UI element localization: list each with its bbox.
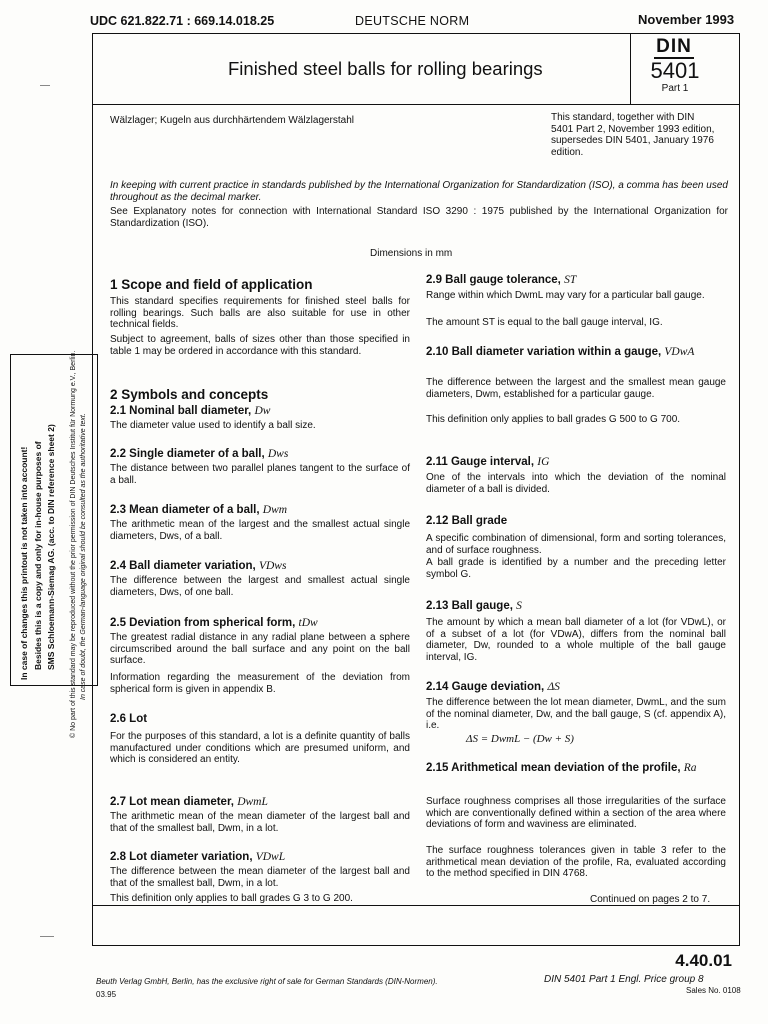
section-2-12-title: 2.12 Ball grade <box>426 515 508 527</box>
document-title: Finished steel balls for rolling bearings <box>228 58 543 79</box>
section-2-2-title: 2.2 Single diameter of a ball, Dws <box>110 448 289 460</box>
document-reference: DIN 5401 Part 1 Engl. Price group 8 <box>544 974 704 985</box>
section-2-5-p2: Information regarding the measurement of the deviation from spherical form is given in appendix B. <box>110 672 410 695</box>
section-2-14-title: 2.14 Gauge deviation, ΔS <box>426 681 560 693</box>
issue-date: November 1993 <box>638 12 735 27</box>
symbol-dw: Dw <box>254 405 271 417</box>
section-2-8-title: 2.8 Lot diameter variation, VDwL <box>110 851 286 863</box>
section-2-11-text: One of the intervals into which the deviation of the nominal diameter of a ball is divided. <box>426 472 726 495</box>
din-logo: DIN <box>654 37 694 59</box>
symbol-dws: Dws <box>267 448 289 460</box>
symbol-delta-s: ΔS <box>547 681 560 693</box>
section-2-1-text: The diameter value used to identify a ball size. <box>110 420 316 431</box>
section-2-10-title: 2.10 Ball diameter variation within a gauge, VDwA <box>426 346 695 358</box>
dimensions-note: Dimensions in mm <box>370 248 453 259</box>
section-2-7-text: The arithmetic mean of the mean diameter of the largest ball and that of the smallest ball, Dwm, in a lot. <box>110 811 410 834</box>
header-vertical-divider <box>630 34 631 104</box>
section-2-4-text: The difference between the largest and smallest actual single diameters, Dws, of one ball. <box>110 575 410 598</box>
stamp-line-1: In case of changes this printout is not taken into account! <box>19 446 29 680</box>
german-title: Wälzlager; Kugeln aus durchhärtendem Wälzlagerstahl <box>110 115 355 126</box>
copyright-notice: © No part of this standard may be reproduced without the prior permission of DIN Deutsches Institut für Normung e.V., Berlin. <box>70 350 77 738</box>
iso-note: In keeping with current practice in standards published by the International Organization for Standardization (ISO), a comma has been used throughout as the decimal marker. <box>110 180 728 203</box>
section-2-10-p2: This definition only applies to ball grades G 500 to G 700. <box>426 414 681 425</box>
section-2-6-text: For the purposes of this standard, a lot is a definite quantity of balls manufactured under conditions which are presumed uniform, and which is considered an entity. <box>110 731 410 765</box>
section-2-1-title: 2.1 Nominal ball diameter, Dw <box>110 405 271 417</box>
classification-code: 4.40.01 <box>675 951 732 970</box>
gauge-deviation-formula: ΔS = DwmL − (Dw + S) <box>466 733 574 745</box>
section-2-9-title: 2.9 Ball gauge tolerance, ST <box>426 274 577 286</box>
section-2-12-p1: A specific combination of dimensional, form and sorting tolerances, and of surface roughness. <box>426 533 726 556</box>
section-2-12-p2: A ball grade is identified by a number and the preceding letter symbol G. <box>426 557 726 580</box>
section-2-9-p1: Range within which DwmL may vary for a particular ball gauge. <box>426 290 705 301</box>
symbol-dwm: Dwm <box>262 504 288 516</box>
section-2-8-p2: This definition only applies to ball grades G 3 to G 200. <box>110 893 353 904</box>
section-2-15-p2: The surface roughness tolerances given in table 3 refer to the arithmetical mean deviation of the profile, Ra, evaluated according to the method specified in DIN 4768. <box>426 845 726 879</box>
udc-code: UDC 621.822.71 : 669.14.018.25 <box>90 14 275 28</box>
continued-note: Continued on pages 2 to 7. <box>590 894 711 905</box>
symbol-vdwa: VDwA <box>664 346 695 358</box>
supersedes-note: This standard, together with DIN 5401 Part 2, November 1993 edition, supersedes DIN 5401, January 1976 edition. <box>551 112 715 158</box>
section-2-3-title: 2.3 Mean diameter of a ball, Dwm <box>110 504 288 516</box>
symbol-s: S <box>516 600 522 612</box>
section-1-p1: This standard specifies requirements for finished steel balls for rolling bearings. Such balls are also suitable for use in other technical fields. <box>110 296 410 330</box>
section-2-5-p1: The greatest radial distance in any radial plane between a sphere circumscribed around the ball surface and any point on the ball surface. <box>110 632 410 666</box>
explanatory-note: See Explanatory notes for connection with International Standard ISO 3290 : 1975 published by the International Organization for Standardization (ISO). <box>110 206 728 229</box>
section-2-13-title: 2.13 Ball gauge, S <box>426 600 522 612</box>
section-2-3-text: The arithmetic mean of the largest and the smallest actual single diameters, Dws, of a ball. <box>110 519 410 542</box>
scan-mark <box>40 85 50 86</box>
section-2-10-p1: The difference between the largest and the smallest mean gauge diameters, Dwm, established for a particular gauge. <box>426 377 726 400</box>
section-2-9-p2: The amount ST is equal to the ball gauge interval, IG. <box>426 317 663 328</box>
sales-number: Sales No. 0108 <box>686 986 741 995</box>
stamp-line-3: SMS Schloemann-Siemag AG. (acc. to DIN reference sheet 2) <box>46 424 56 670</box>
section-2-title: 2 Symbols and concepts <box>110 387 269 402</box>
symbol-ra: Ra <box>683 762 697 774</box>
section-2-2-text: The distance between two parallel planes tangent to the surface of a ball. <box>110 463 410 486</box>
section-2-6-title: 2.6 Lot <box>110 713 148 725</box>
section-1-p2: Subject to agreement, balls of sizes other than those specified in table 1 may be ordered in accordance with this standard. <box>110 334 410 357</box>
din-number: 5401 <box>650 58 700 83</box>
section-2-8-p1: The difference between the mean diameter of the largest ball and that of the smallest ball, Dwm, in a lot. <box>110 866 410 889</box>
section-1-title: 1 Scope and field of application <box>110 277 313 292</box>
authoritative-text-note: In case of doubt, the German-language original should be consulted as the authoritative text. <box>80 413 87 700</box>
symbol-vdwl: VDwL <box>255 851 286 863</box>
scan-mark <box>40 936 54 937</box>
issue-code: 03.95 <box>96 990 117 999</box>
stamp-line-2: Besides this is a copy and only for in-house purposes of <box>33 441 43 670</box>
section-2-5-title: 2.5 Deviation from spherical form, tDw <box>110 617 318 629</box>
symbol-dwml: DwmL <box>237 796 268 808</box>
section-2-15-p1: Surface roughness comprises all those irregularities of the surface which are conventionally defined within a section of the area where deviations of form and waviness are eliminated. <box>426 796 726 830</box>
symbol-tdw: tDw <box>298 617 318 629</box>
publisher-note: Beuth Verlag GmbH, Berlin, has the exclusive right of sale for German Standards (DIN-Normen). <box>96 977 438 986</box>
part-label: Part 1 <box>661 83 689 94</box>
symbol-ig: IG <box>537 456 550 468</box>
section-2-7-title: 2.7 Lot mean diameter, DwmL <box>110 796 268 808</box>
section-2-13-text: The amount by which a mean ball diameter of a lot (for VDwL), or of a subset of a lot (for VDwA), differs from the nominal ball diameter, Dw, rounded to a whole multiple of the ball gauge interval, IG. <box>426 617 726 663</box>
norm-label: DEUTSCHE NORM <box>355 14 470 28</box>
section-2-4-title: 2.4 Ball diameter variation, VDws <box>110 560 287 572</box>
symbol-st: ST <box>564 274 577 286</box>
section-2-11-title: 2.11 Gauge interval, IG <box>426 456 550 468</box>
section-2-14-text: The difference between the lot mean diameter, DwmL, and the sum of the nominal diameter, Dw, and the ball gauge, S (cf. appendix A), i.e. <box>426 697 726 731</box>
section-2-15-title: 2.15 Arithmetical mean deviation of the profile, Ra <box>426 762 697 774</box>
header-divider <box>93 104 739 105</box>
symbol-vdws: VDws <box>258 560 287 572</box>
